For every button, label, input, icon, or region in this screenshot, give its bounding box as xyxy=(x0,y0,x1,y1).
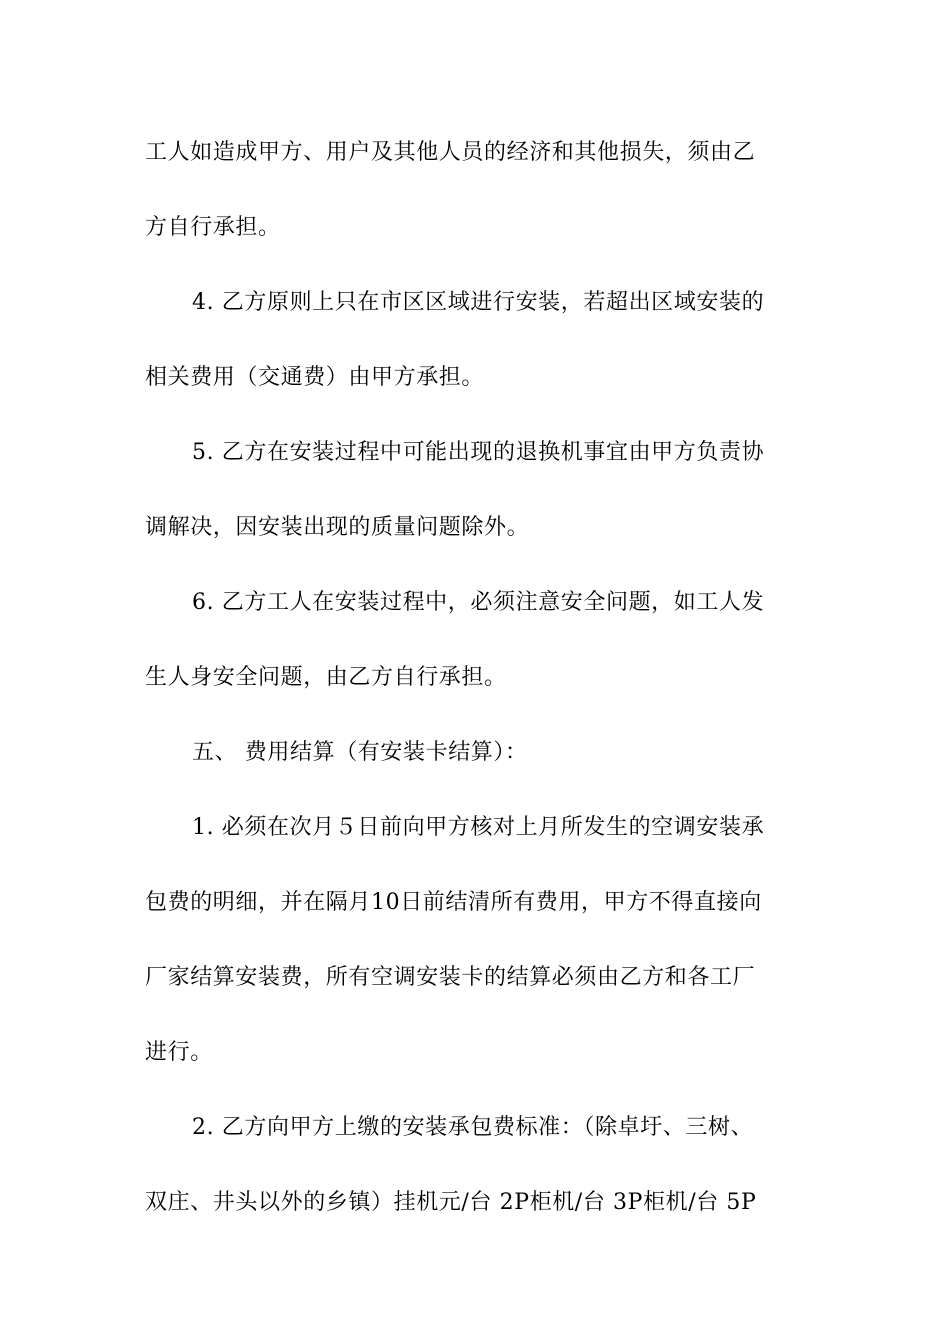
section-heading: 五、 费用结算（有安装卡结算）： xyxy=(192,740,528,765)
list-item-2: 2. 乙方向甲方上缴的安装承包费标准：（除卓圩、三树、 xyxy=(192,1115,754,1140)
text-line: 相关费用（交通费）由甲方承担。 xyxy=(145,365,485,390)
text-line: 双庄、井头以外的乡镇）挂机元/台 2P柜机/台 3P柜机/台 5P xyxy=(145,1190,757,1215)
list-item-5: 5. 乙方在安装过程中可能出现的退换机事宜由甲方负责协 xyxy=(192,440,765,465)
list-item-6: 6. 乙方工人在安装过程中，必须注意安全问题，如工人发 xyxy=(192,590,765,615)
text-line: 方自行承担。 xyxy=(145,215,281,240)
text-line: 工人如造成甲方、用户及其他人员的经济和其他损失，须由乙 xyxy=(145,140,756,165)
text-line: 调解决，因安装出现的质量问题除外。 xyxy=(145,515,530,540)
text-line: 包费的明细，并在隔月10日前结清所有费用，甲方不得直接向 xyxy=(145,890,762,915)
text-line: 生人身安全问题，由乙方自行承担。 xyxy=(145,665,507,690)
text-line: 进行。 xyxy=(145,1040,213,1065)
list-item-1: 1. 必须在次月５日前向甲方核对上月所发生的空调安装承 xyxy=(192,815,765,840)
list-item-4: 4. 乙方原则上只在市区区域进行安装，若超出区域安装的 xyxy=(192,290,765,315)
text-line: 厂家结算安装费，所有空调安装卡的结算必须由乙方和各工厂 xyxy=(145,965,756,990)
